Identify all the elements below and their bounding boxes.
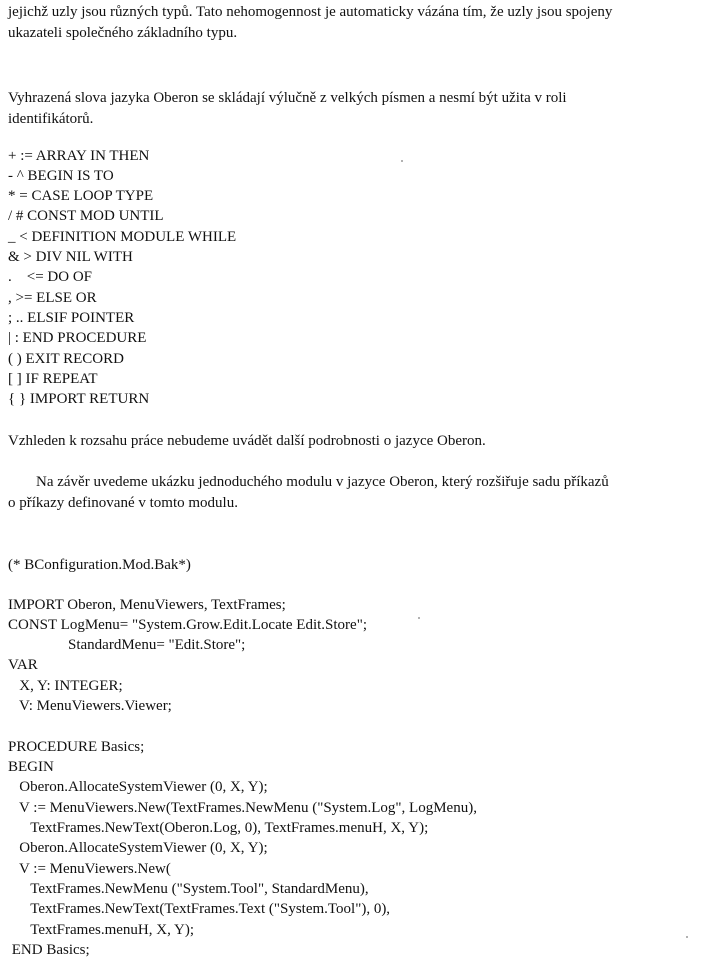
paragraph-module-intro-line1: Na závěr uvedeme ukázku jednoduchého modulu v jazyce Oberon, který rozšiřuje sadu příkazů (36, 474, 609, 490)
code-line: CONST LogMenu= "System.Grow.Edit.Locate Edit.Store"; (8, 617, 368, 633)
code-comment: (* BConfiguration.Mod.Bak*) (8, 557, 191, 573)
reserved-words-row: . <= DO OF (8, 269, 93, 285)
code-line: V := MenuViewers.New( (8, 861, 171, 877)
code-line: PROCEDURE Basics; (8, 739, 145, 755)
code-line: StandardMenu= "Edit.Store"; (8, 637, 246, 653)
reserved-words-row: & > DIV NIL WITH (8, 249, 133, 265)
code-line: IMPORT Oberon, MenuViewers, TextFrames; (8, 597, 286, 613)
scan-speck (686, 936, 688, 938)
code-line: TextFrames.NewMenu ("System.Tool", StandardMenu), (8, 881, 369, 897)
paragraph-scope-note: Vzhleden k rozsahu práce nebudeme uvádět další podrobnosti o jazyce Oberon. (8, 433, 486, 449)
reserved-words-row: ; .. ELSIF POINTER (8, 310, 135, 326)
reserved-words-row: / # CONST MOD UNTIL (8, 208, 164, 224)
code-line: TextFrames.menuH, X, Y); (8, 922, 195, 938)
code-line: Oberon.AllocateSystemViewer (0, X, Y); (8, 779, 268, 795)
paragraph-module-intro-line2: o příkazy definované v tomto modulu. (8, 495, 238, 511)
code-line: BEGIN (8, 759, 54, 775)
paragraph-reserved-words-line1: Vyhrazená slova jazyka Oberon se skládají výlučně z velkých písmen a nesmí být užita v roli (8, 90, 567, 106)
reserved-words-row: [ ] IF REPEAT (8, 371, 98, 387)
scan-speck (401, 160, 403, 162)
reserved-words-row: , >= ELSE OR (8, 290, 97, 306)
code-line: TextFrames.NewText(Oberon.Log, 0), TextFrames.menuH, X, Y); (8, 820, 429, 836)
code-line: VAR (8, 657, 38, 673)
reserved-words-row: - ^ BEGIN IS TO (8, 168, 114, 184)
paragraph-nonhomogeneity-line2: ukazateli společného základního typu. (8, 25, 238, 41)
reserved-words-row: _ < DEFINITION MODULE WHILE (8, 229, 237, 245)
reserved-words-row: * = CASE LOOP TYPE (8, 188, 154, 204)
code-line: X, Y: INTEGER; (8, 678, 123, 694)
code-line: V := MenuViewers.New(TextFrames.NewMenu ("System.Log", LogMenu), (8, 800, 477, 816)
reserved-words-row: | : END PROCEDURE (8, 330, 147, 346)
reserved-words-row: ( ) EXIT RECORD (8, 351, 124, 367)
code-line: Oberon.AllocateSystemViewer (0, X, Y); (8, 840, 268, 856)
reserved-words-row: + := ARRAY IN THEN (8, 148, 150, 164)
code-line: V: MenuViewers.Viewer; (8, 698, 172, 714)
scan-speck (418, 617, 420, 619)
code-line: TextFrames.NewText(TextFrames.Text ("System.Tool"), 0), (8, 901, 391, 917)
code-line: END Basics; (8, 942, 90, 958)
paragraph-nonhomogeneity-line1: jejichž uzly jsou různých typů. Tato nehomogennost je automaticky vázána tím, že uzly jsou spojeny (8, 4, 613, 20)
paragraph-reserved-words-line2: identifikátorů. (8, 111, 94, 127)
reserved-words-row: { } IMPORT RETURN (8, 391, 150, 407)
